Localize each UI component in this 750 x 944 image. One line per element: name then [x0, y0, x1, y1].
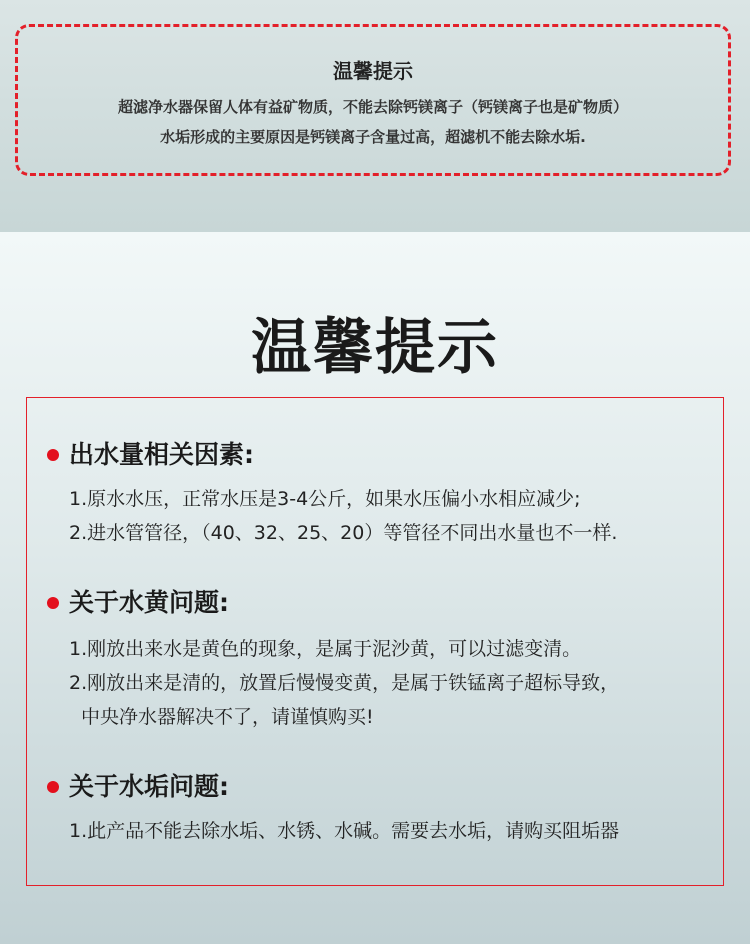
notice-line: 水垢形成的主要原因是钙镁离子含量过高，超滤机不能去除水垢. [160, 128, 586, 146]
list-item: 中央净水器解决不了，请谨慎购买! [81, 706, 374, 728]
notice-line: 超滤净水器保留人体有益矿物质，不能去除钙镁离子（钙镁离子也是矿物质） [117, 98, 628, 116]
section-scale [27, 770, 723, 848]
page-title: 温馨提示 [251, 313, 499, 383]
section-heading-text: 关于水黄问题: [69, 588, 229, 617]
section-heading [27, 438, 723, 472]
section-heading-text: 出水量相关因素: [69, 440, 254, 469]
list-item: 2.进水管管径，（40、32、25、20）等管径不同出水量也不一样. [69, 522, 618, 544]
bullet-dot-icon [47, 449, 59, 461]
section-water-output [27, 438, 723, 550]
list-item: 1.此产品不能去除水垢、水锈、水碱。需要去水垢，请购买阻垢器 [69, 820, 620, 842]
section-heading [27, 586, 723, 620]
section-yellow-water [27, 586, 723, 734]
bullet-dot-icon [47, 597, 59, 609]
top-notice-band [0, 0, 750, 232]
list-item: 1.刚放出来水是黄色的现象，是属于泥沙黄，可以过滤变清。 [69, 638, 582, 660]
section-heading-text: 关于水垢问题: [69, 772, 229, 801]
notice-title: 温馨提示 [333, 59, 413, 83]
list-item: 1.原水水压，正常水压是3-4公斤，如果水压偏小水相应减少; [69, 488, 581, 510]
tips-box [26, 397, 724, 886]
section-heading [27, 770, 723, 804]
main-panel [0, 232, 750, 944]
notice-box [15, 24, 731, 176]
list-item: 2.刚放出来是清的，放置后慢慢变黄，是属于铁锰离子超标导致， [69, 672, 620, 694]
bullet-dot-icon [47, 781, 59, 793]
